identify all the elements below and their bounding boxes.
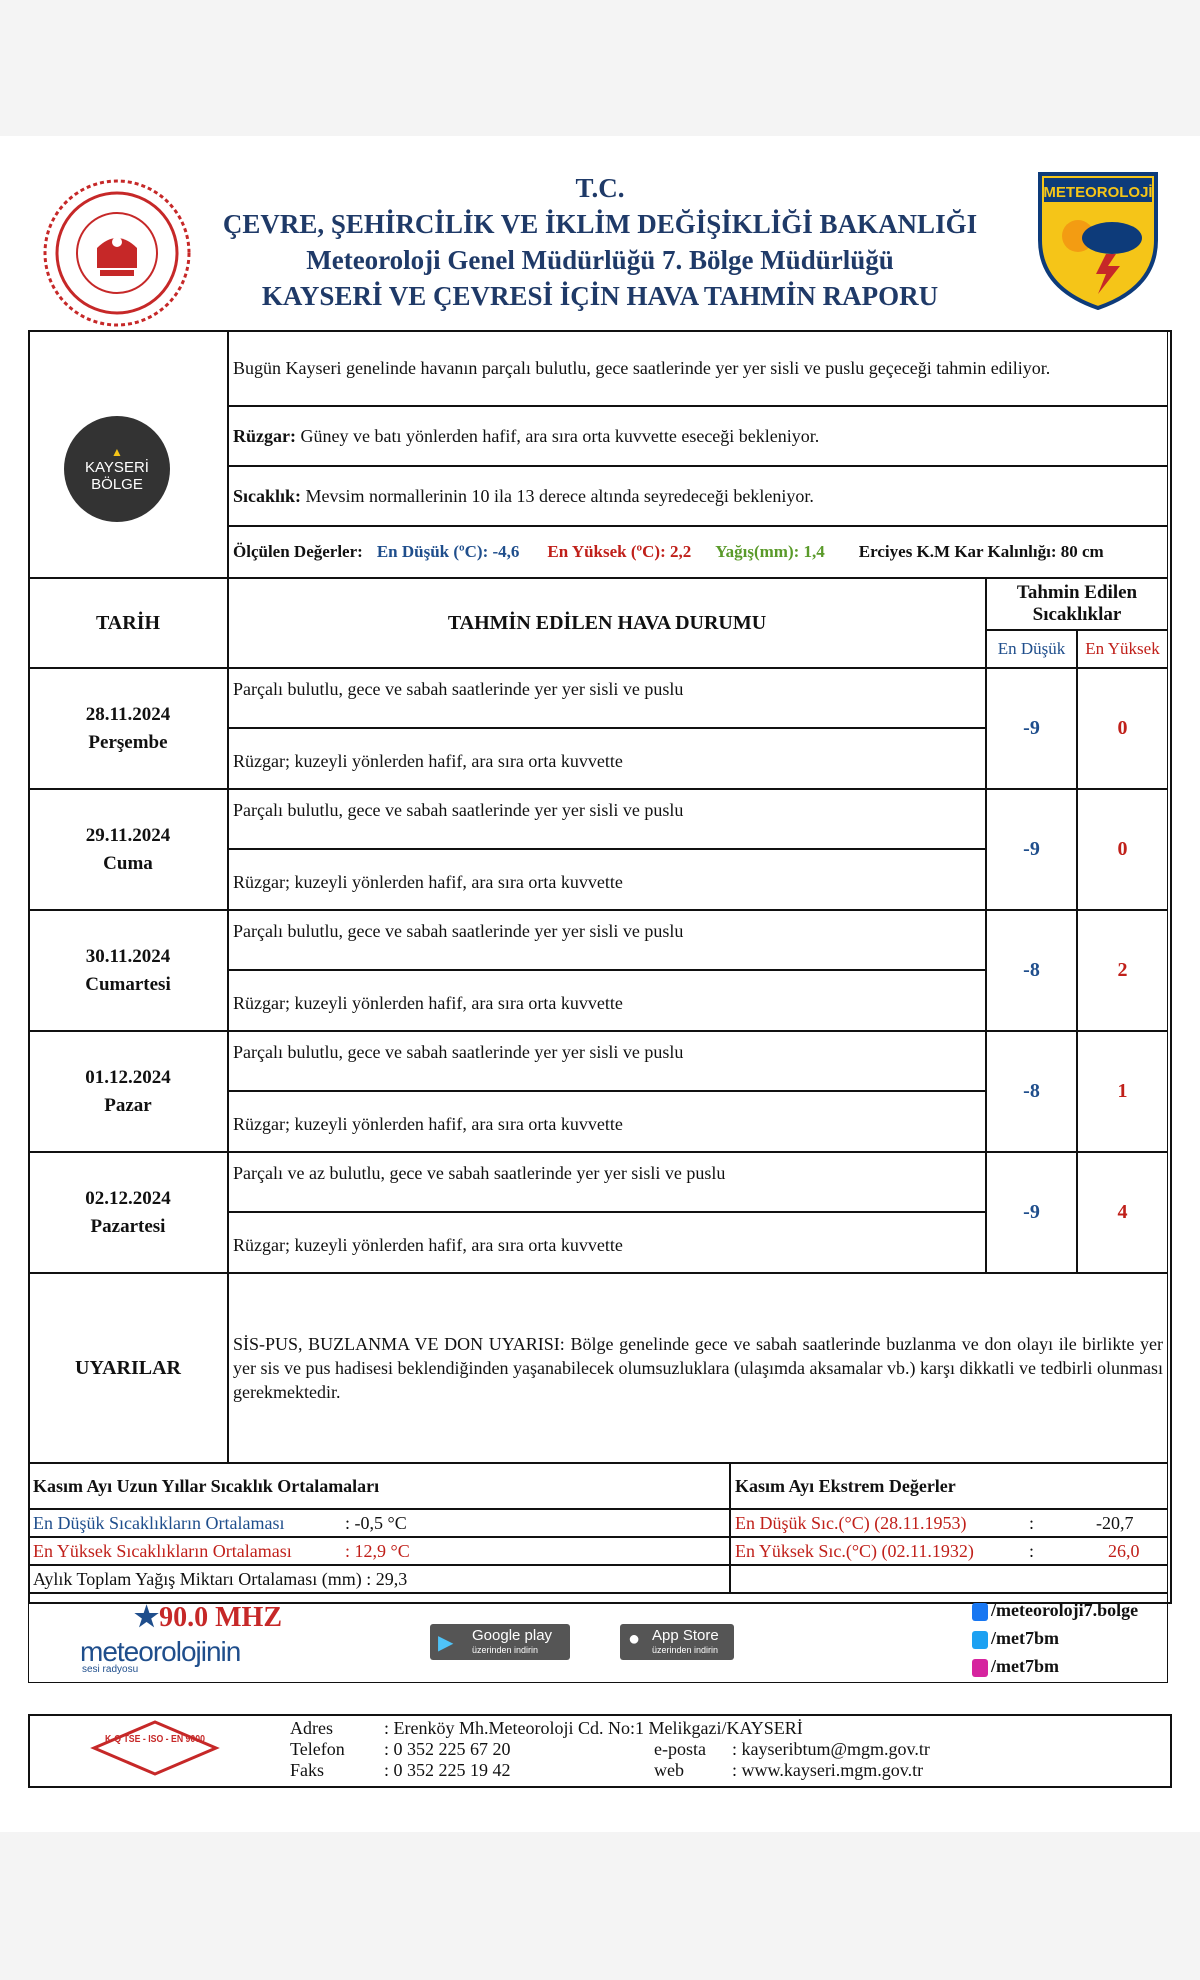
climate-left-title [28,1463,730,1509]
app-store-sub: üzerinden indirin [652,1645,719,1655]
header-line-report-title: KAYSERİ VE ÇEVRESİ İÇİN HAVA TAHMİN RAPORU [261,281,939,311]
row-date-cell [28,789,228,910]
google-play-button[interactable] [430,1624,570,1660]
row-weather [228,1031,986,1091]
climate-right-title-text: Kasım Ayı Ekstrem Değerler [735,1475,956,1496]
row-weather [228,668,986,728]
row-wind [228,1212,986,1273]
summary-temp-label: Sıcaklık: [233,486,302,506]
instagram-link[interactable] [972,1652,1138,1680]
climate-right-min [730,1509,1168,1537]
col-max-header [1077,630,1168,668]
email-label: e-posta [654,1739,706,1759]
facebook-link[interactable] [972,1596,1138,1624]
summary-wind [228,406,1168,466]
fax-value: : 0 352 225 19 42 [384,1760,511,1780]
climate-right-max-value: 26,0 [1108,1540,1140,1561]
climate-left-title-text: Kasım Ayı Uzun Yıllar Sıcaklık Ortalamaları [33,1475,380,1496]
measured-label: Ölçülen Değerler: [233,542,363,561]
web-label: web [654,1760,684,1780]
web-value[interactable]: : www.kayseri.mgm.gov.tr [732,1760,924,1780]
row-wind [228,970,986,1031]
google-play-icon: ▶ [438,1632,454,1654]
climate-right-min-label: En Düşük Sıc.(°C) (28.11.1953) [735,1512,967,1533]
apple-icon: ● [628,1628,641,1650]
climate-right-min-value: -20,7 [1096,1512,1134,1533]
col-min-header [986,630,1077,668]
phone-label: Telefon [290,1739,345,1759]
warnings-text: SİS-PUS, BUZLANMA VE DON UYARISI: Bölge genelinde gece ve sabah saatlerinde buzlanma ve don olayı ile birlikte yer yer sis ve pus hadisesi beklendiğinden yaşanabilecek olumsuzluklara (ulaşımda aksamalar vb.) karşı dikkatli ve tedbirli olunması gerekmektedir. [233,1334,1163,1402]
climate-right-max-label: En Yüksek Sıc.(°C) (02.11.1932) [735,1540,974,1561]
row-max [1077,668,1168,789]
row-date-cell [28,1031,228,1152]
col-forecast-label: TAHMİN EDİLEN HAVA DURUMU [447,611,767,634]
facebook-icon [972,1603,988,1621]
cert-text: K-Q TSE - ISO - EN 9000 [105,1734,206,1745]
colon-separator: : [1029,1512,1035,1533]
ministry-seal-icon [42,178,192,328]
climate-left-rain-text: Aylık Toplam Yağış Miktarı Ortalaması (mm) : 29,3 [33,1568,408,1589]
warnings-label: UYARILAR [75,1356,181,1379]
row-date: 02.12.2024 [85,1187,171,1209]
row-min-value: -9 [1023,717,1040,739]
col-date-label: TARİH [95,611,161,634]
twitter-link[interactable] [972,1624,1138,1652]
row-wind-text: Rüzgar; kuzeyli yönlerden hafif, ara sıra orta kuvvette [233,1114,623,1134]
row-weather [228,789,986,849]
social-links [972,1596,1138,1680]
climate-left-max [28,1537,730,1565]
contact-block [290,1718,930,1781]
row-min-value: -9 [1023,838,1040,860]
row-max-value: 0 [1117,838,1128,860]
radio-logo[interactable] [80,1600,300,1676]
tse-iso-cert-icon [90,1720,220,1776]
col-date-header [28,578,228,668]
twitter-handle: /met7bm [991,1628,1059,1648]
col-max-label: En Yüksek [1085,639,1160,658]
radio-star-icon: ★ [134,1602,160,1633]
row-weather-text: Parçalı bulutlu, gece ve sabah saatlerinde yer yer sisli ve puslu [233,1042,684,1062]
report-header [0,136,1200,316]
climate-right-max [730,1537,1168,1565]
row-day: Pazar [104,1094,152,1116]
app-store-button[interactable] [620,1624,734,1660]
meteoroloji-logo-icon [1036,170,1160,310]
colon-separator: : [1029,1540,1035,1561]
row-date-cell [28,1152,228,1273]
row-max-value: 2 [1117,959,1128,981]
summary-temp [228,466,1168,526]
header-line-directorate: Meteoroloji Genel Müdürlüğü 7. Bölge Müdürlüğü [306,245,894,275]
warnings-label-cell [28,1273,228,1463]
climate-left-min-label: En Düşük Sıcaklıkların Ortalaması [33,1512,285,1533]
measured-snow: Erciyes K.M Kar Kalınlığı: 80 cm [858,542,1104,561]
summary-general [228,330,1168,406]
summary-wind-label: Rüzgar: [233,426,296,446]
measured-rain: Yağış(mm): 1,4 [715,542,825,561]
row-max-value: 4 [1117,1201,1128,1223]
climate-left-max-label: En Yüksek Sıcaklıkların Ortalaması [33,1540,292,1561]
col-min-label: En Düşük [997,639,1066,658]
summary-measured [228,526,1168,578]
row-weather-text: Parçalı bulutlu, gece ve sabah saatlerinde yer yer sisli ve puslu [233,921,684,941]
climate-left-rain [28,1565,730,1593]
badge-line1: KAYSERİ [85,459,149,476]
header-line-ministry: ÇEVRE, ŞEHİRCİLİK VE İKLİM DEĞİŞİKLİĞİ BAKANLIĞI [222,209,978,239]
row-min [986,1152,1077,1273]
row-max [1077,1031,1168,1152]
row-max [1077,1152,1168,1273]
climate-left-min [28,1509,730,1537]
badge-emblem-icon: ▲ [111,445,123,459]
row-weather-text: Parçalı bulutlu, gece ve sabah saatlerinde yer yer sisli ve puslu [233,800,684,820]
summary-wind-text: Güney ve batı yönlerden hafif, ara sıra orta kuvvette eseceği bekleniyor. [300,426,820,446]
summary-temp-text: Mevsim normallerinin 10 ila 13 derece altında seyredeceği bekleniyor. [305,486,814,506]
col-temps-label: Tahmin Edilen Sıcaklıklar [1016,582,1138,625]
row-day: Cumartesi [85,973,171,995]
kayseri-region-badge [64,416,170,522]
row-min-value: -9 [1023,1201,1040,1223]
climate-left-max-value: : 12,9 °C [345,1540,410,1561]
row-date: 28.11.2024 [85,703,171,725]
summary-general-text: Bugün Kayseri genelinde havanın parçalı bulutlu, gece saatlerinde yer yer sisli ve puslu geçeceği tahmin ediliyor. [233,358,1051,378]
row-wind-text: Rüzgar; kuzeyli yönlerden hafif, ara sıra orta kuvvette [233,993,623,1013]
row-date: 29.11.2024 [85,824,171,846]
fax-label: Faks [290,1760,325,1780]
address-value: : Erenköy Mh.Meteoroloji Cd. No:1 Melikgazi/KAYSERİ [384,1718,803,1738]
row-date: 01.12.2024 [85,1066,171,1088]
header-titles [180,170,1020,314]
climate-left-min-value: : -0,5 °C [345,1512,407,1533]
row-wind-text: Rüzgar; kuzeyli yönlerden hafif, ara sıra orta kuvvette [233,751,623,771]
row-min [986,789,1077,910]
radio-brand: meteorolojinin [80,1636,241,1667]
twitter-icon [972,1631,988,1649]
measured-min: En Düşük (ºC): -4,6 [376,542,520,561]
row-day: Pazartesi [90,1215,166,1237]
row-wind-text: Rüzgar; kuzeyli yönlerden hafif, ara sıra orta kuvvette [233,872,623,892]
row-min-value: -8 [1023,1080,1040,1102]
report-sheet [0,136,1200,1832]
row-weather [228,910,986,970]
warnings-text-cell [228,1273,1168,1463]
phone-value: : 0 352 225 67 20 [384,1739,511,1759]
row-min [986,1031,1077,1152]
badge-line2: BÖLGE [91,476,143,493]
row-day: Perşembe [88,731,168,753]
col-forecast-header [228,578,986,668]
row-min [986,910,1077,1031]
climate-right-empty [730,1565,1168,1593]
radio-sub: sesi radyosu [82,1664,139,1675]
row-weather [228,1152,986,1212]
row-min-value: -8 [1023,959,1040,981]
instagram-icon [972,1659,988,1677]
facebook-handle: /meteoroloji7.bolge [991,1600,1139,1620]
address-label: Adres [290,1718,333,1738]
radio-freq: 90.0 MHZ [159,1602,282,1633]
row-max-value: 1 [1117,1080,1128,1102]
row-weather-text: Parçalı bulutlu, gece ve sabah saatlerinde yer yer sisli ve puslu [233,679,684,699]
measured-max: En Yüksek (ºC): 2,2 [547,542,692,561]
row-wind [228,728,986,789]
row-wind [228,849,986,910]
row-day: Cuma [103,852,153,874]
row-date: 30.11.2024 [85,945,171,967]
row-max-value: 0 [1117,717,1128,739]
row-max [1077,789,1168,910]
row-wind [228,1091,986,1152]
google-play-sub: üzerinden indirin [472,1645,539,1655]
row-wind-text: Rüzgar; kuzeyli yönlerden hafif, ara sıra orta kuvvette [233,1235,623,1255]
header-line-tc: T.C. [575,173,625,203]
email-value[interactable]: : kayseribtum@mgm.gov.tr [732,1739,930,1759]
google-play-label: Google play [472,1627,553,1644]
col-temps-header [986,578,1168,630]
row-weather-text: Parçalı ve az bulutlu, gece ve sabah saatlerinde yer yer sisli ve puslu [233,1163,726,1183]
row-date-cell [28,910,228,1031]
row-max [1077,910,1168,1031]
row-date-cell [28,668,228,789]
app-store-label: App Store [652,1627,719,1644]
logo-text: METEOROLOJİ [1043,184,1153,201]
climate-right-title [730,1463,1168,1509]
row-min [986,668,1077,789]
instagram-handle: /met7bm [991,1656,1059,1676]
